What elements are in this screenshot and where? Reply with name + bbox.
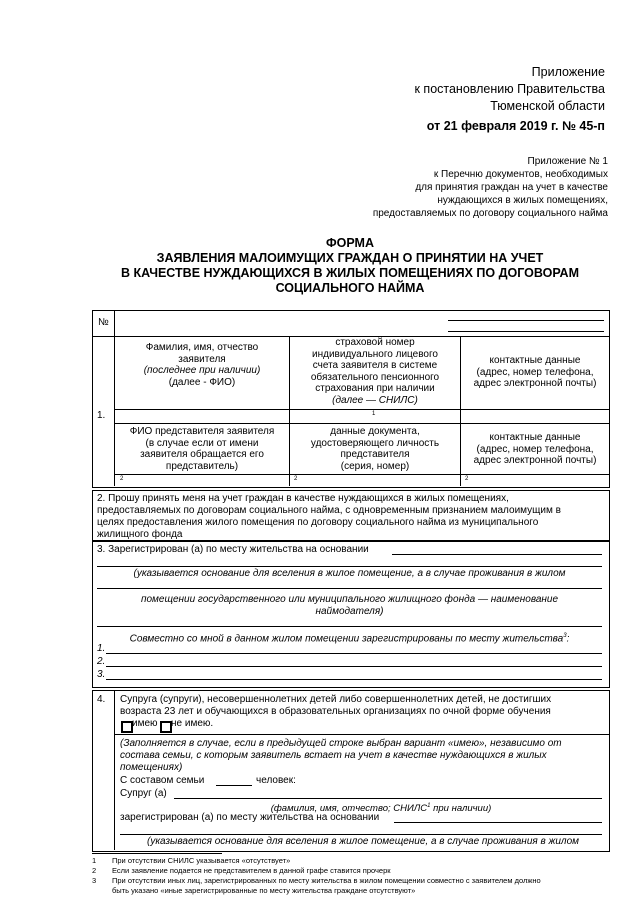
spouse-field-hint: (фамилия, имя, отчество; СНИЛС$^1$ при наличии) <box>270 803 492 815</box>
number-label: № <box>98 317 109 328</box>
family-size-field[interactable] <box>216 785 252 786</box>
section-2-text: 2. Прошу принять меня на учет граждан в качестве нуждающихся в жилых помещениях, предоставляемых по договорам социального найма, с одновременным признанием малоимущим в целях предоставления жилого помещения по договору социального найма из муниципального жилищного фонда <box>97 493 561 540</box>
form-title-3: В КАЧЕСТВЕ НУЖДАЮЩИХСЯ В ЖИЛЫХ ПОМЕЩЕНИЯХ ПО ДОГОВОРАМ <box>120 266 579 280</box>
spouse-label: Супруг (а) <box>120 788 167 799</box>
co-resident-2-line[interactable] <box>106 666 602 667</box>
co-resident-2-label: 2. <box>97 656 106 667</box>
footnotes <box>92 856 612 896</box>
section-4-number: 4. <box>97 694 106 705</box>
representative-fio-header: ФИО представителя заявителя (в случае если от имени заявителя обращается его представитель) <box>129 426 275 472</box>
option-yes-label: имею <box>132 718 158 729</box>
footnote-mark-2a: 2 <box>120 476 124 482</box>
spouse-registration-hint: (указывается основание для вселения в жилое помещение, а в случае проживания в жилом <box>147 836 579 847</box>
registration-basis-line[interactable] <box>392 554 602 555</box>
option-no-label: не имею. <box>171 718 214 729</box>
footnote-mark-2c: 2 <box>465 476 469 482</box>
registration-basis-line-3[interactable] <box>97 588 602 589</box>
section-4-question: Супруга (супруги), несовершеннолетних детей либо совершеннолетних детей, не достигших возраста 23 лет и обучающихся в образовательных организациях по очной форме обучения <box>120 694 552 717</box>
spouse-registration-field-2[interactable] <box>120 834 602 835</box>
header-line-3: Тюменской области <box>490 99 605 113</box>
header-line-2: к постановлению Правительства <box>414 82 605 96</box>
footnote-3: 3 При отсутствии иных лиц, зарегистрированных по месту жительства в жилом помещении совместно с заявителем должно <box>92 876 541 885</box>
co-resident-1-label: 1. <box>97 643 106 654</box>
footnote-2: 2 Если заявление подается не представителем в данной графе ставится прочерк <box>92 866 391 875</box>
spouse-field[interactable] <box>174 798 602 799</box>
form-title-2: ЗАЯВЛЕНИЯ МАЛОИМУЩИХ ГРАЖДАН О ПРИНЯТИИ НА УЧЕТ <box>156 251 544 265</box>
appendix-line-3: для принятия граждан на учет в качестве <box>415 182 608 193</box>
contact-header-2: контактные данные (адрес, номер телефона, адрес электронной почты) <box>473 432 597 466</box>
header-line-4: от 21 февраля 2019 г. № 45-п <box>426 119 605 133</box>
spouse-registration-label: зарегистрирован (а) по месту жительства на основании <box>120 812 380 823</box>
section-4-hint: (Заполняется в случае, если в предыдущей строке выбран вариант «имею», независимо от состава семьи, с которым заявитель встает на учет в качестве нуждающихся в жилых помещениях) <box>120 738 562 773</box>
registration-basis-line-4[interactable] <box>97 626 602 627</box>
spouse-registration-field[interactable] <box>394 822 602 823</box>
form-title-1: ФОРМА <box>325 236 374 250</box>
footnote-separator <box>92 853 222 854</box>
appendix-line-2: к Перечню документов, необходимых <box>433 169 608 180</box>
co-residents-heading: Совместно со мной в данном жилом помещении зарегистрированы по месту жительства$^3$: <box>129 633 570 645</box>
appendix-line-4: нуждающихся в жилых помещениях, <box>437 195 608 206</box>
appendix-line-1: Приложение № 1 <box>527 156 608 167</box>
family-size-label: С составом семьи <box>120 775 205 786</box>
form-title-4: СОЦИАЛЬНОГО НАЙМА <box>275 281 425 295</box>
registration-basis-line-2[interactable] <box>97 566 602 567</box>
footnote-3-cont: быть указано «иные зарегистрированные по месту жительства граждане отсутствуют» <box>112 886 416 895</box>
co-resident-3-line[interactable] <box>106 679 602 680</box>
co-resident-1-line[interactable] <box>106 653 602 654</box>
applicant-fio-header: Фамилия, имя, отчество заявителя (последнее при наличии) (далее - ФИО) <box>143 342 261 388</box>
row-1-number: 1. <box>97 410 106 421</box>
snils-header: страховой номер индивидуального лицевого счета заявителя в системе обязательного пенсионного страхования при наличии (далее — СНИЛС) <box>310 337 440 406</box>
header-line-1: Приложение <box>531 65 605 79</box>
section-3-hint-1: (указывается основание для вселения в жилое помещение, а в случае проживания в жилом <box>133 568 566 579</box>
contact-header-1: контактные данные (адрес, номер телефона, адрес электронной почты) <box>473 355 597 389</box>
co-resident-3-label: 3. <box>97 669 106 680</box>
representative-document-header: данные документа, удостоверяющего личность представителя (серия, номер) <box>310 426 440 472</box>
section-3-hint-2: помещении государственного или муниципального жилищного фонда — наименование <box>140 594 559 605</box>
section-3-hint-3: наймодателя) <box>315 606 384 617</box>
footnote-1: 1 При отсутствии СНИЛС указывается «отсутствует» <box>92 856 291 865</box>
section-3-heading: 3. Зарегистрирован (а) по месту жительства на основании <box>97 544 369 555</box>
appendix-line-5: предоставляемых по договору социального найма <box>372 208 608 219</box>
footnote-mark-1: 1 <box>372 411 376 417</box>
family-size-suffix: человек: <box>256 775 296 786</box>
footnote-mark-2b: 2 <box>294 476 298 482</box>
